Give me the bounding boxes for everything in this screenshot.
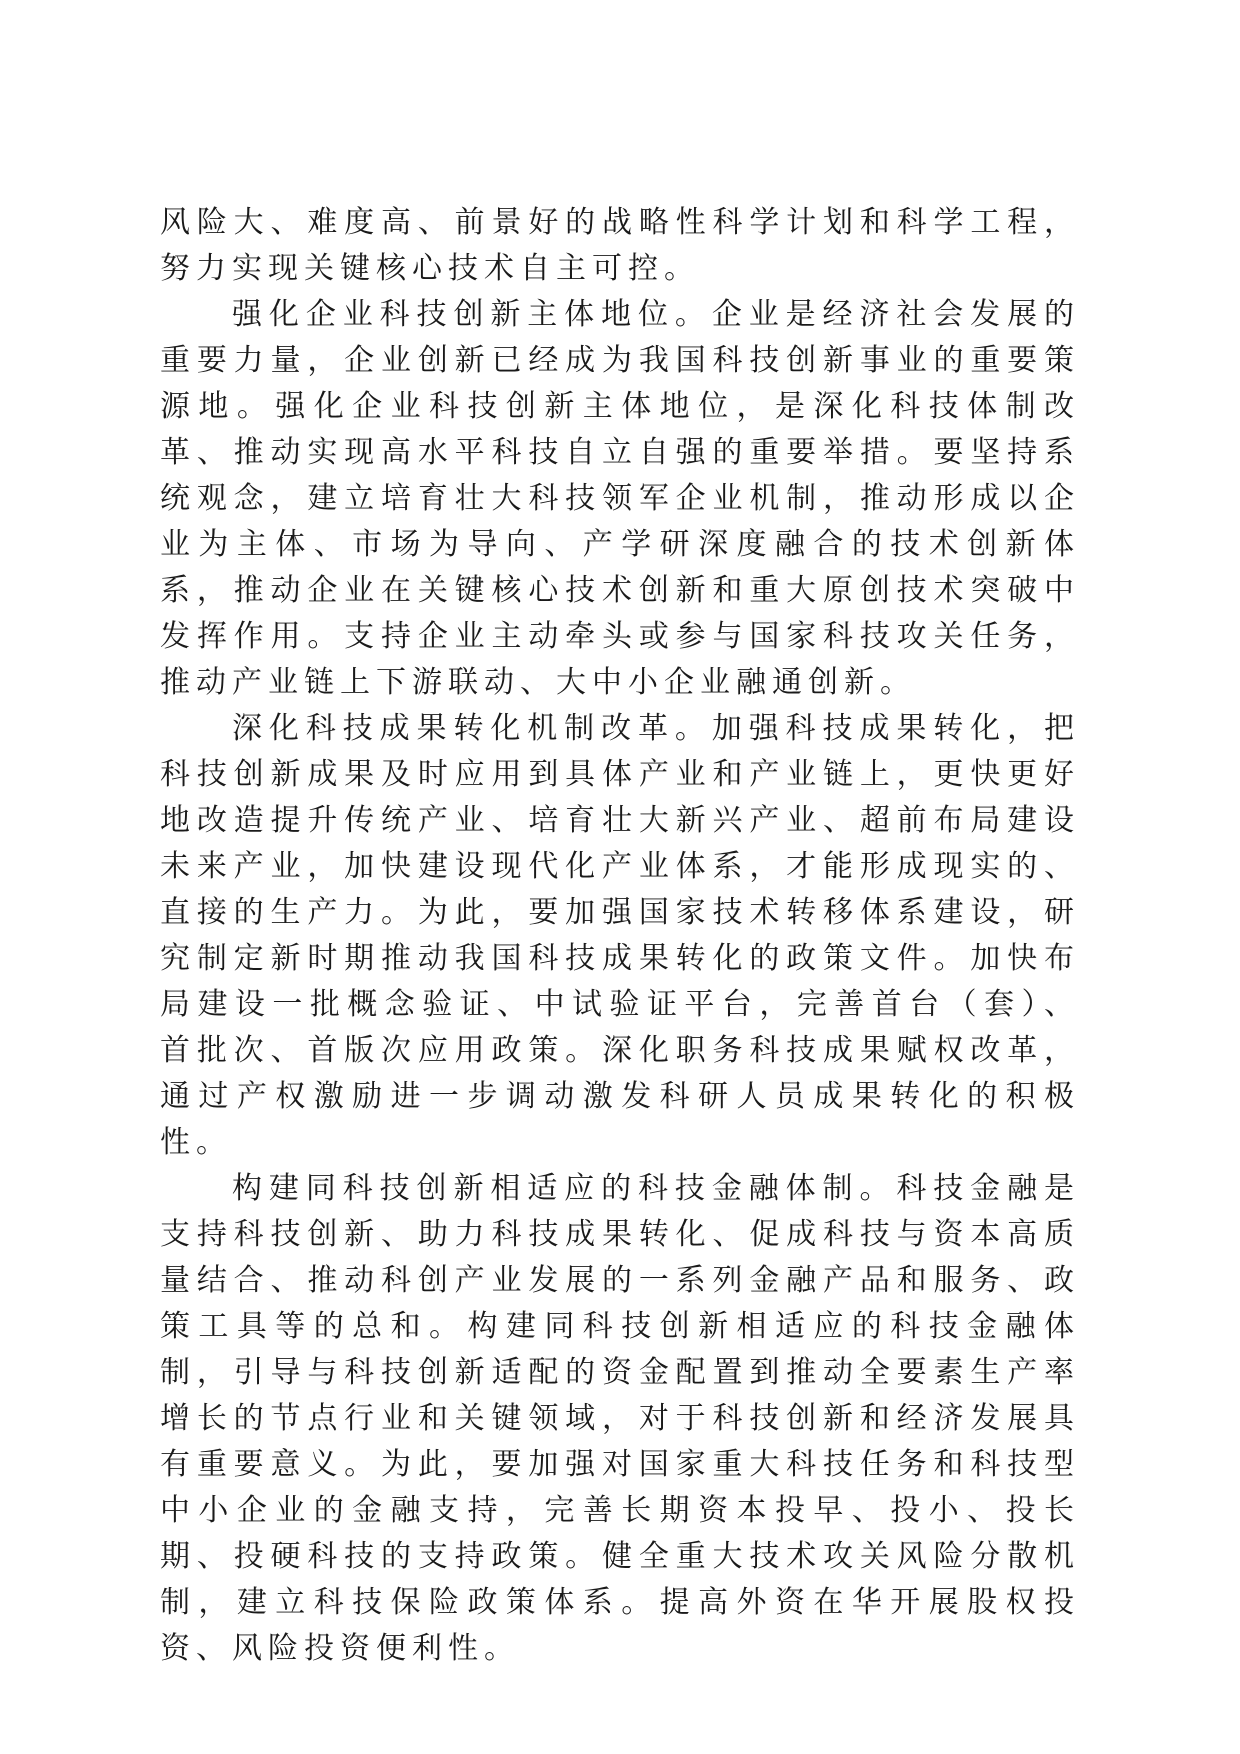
paragraph-tech-finance: 构建同科技创新相适应的科技金融体制。科技金融是支持科技创新、助力科技成果转化、促成科技与资本高质量结合、推动科创产业发展的一系列金融产品和服务、政策工具等的总和。构建同科技创新相适应的科技金融体制，引导与科技创新适配的资金配置到推动全要素生产率增长的节点行业和关键领域，对于科技创新和经济发展具有重要意义。为此，要加强对国家重大科技任务和科技型中小企业的金融支持，完善长期资本投早、投小、投长期、投硬科技的支持政策。健全重大技术攻关风险分散机制，建立科技保险政策体系。提高外资在华开展股权投资、风险投资便利性。	[160, 1171, 1080, 1666]
paragraph-continued: 风险大、难度高、前景好的战略性科学计划和科学工程，努力实现关键核心技术自主可控。	[160, 205, 1080, 286]
paragraph-tech-transfer: 深化科技成果转化机制改革。加强科技成果转化，把科技创新成果及时应用到具体产业和产业链上，更快更好地改造提升传统产业、培育壮大新兴产业、超前布局建设未来产业，加快建设现代化产业体系，才能形成现实的、直接的生产力。为此，要加强国家技术转移体系建设，研究制定新时期推动我国科技成果转化的政策文件。加快布局建设一批概念验证、中试验证平台，完善首台（套）、首批次、首版次应用政策。深化职务科技成果赋权改革，通过产权激励进一步调动激发科研人员成果转化的积极性。	[160, 711, 1080, 1160]
document-body	[160, 200, 1080, 1672]
paragraph-enterprise-innovation: 强化企业科技创新主体地位。企业是经济社会发展的重要力量，企业创新已经成为我国科技创新事业的重要策源地。强化企业科技创新主体地位，是深化科技体制改革、推动实现高水平科技自立自强的重要举措。要坚持系统观念，建立培育壮大科技领军企业机制，推动形成以企业为主体、市场为导向、产学研深度融合的技术创新体系，推动企业在关键核心技术创新和重大原创技术突破中发挥作用。支持企业主动牵头或参与国家科技攻关任务，推动产业链上下游联动、大中小企业融通创新。	[160, 297, 1080, 700]
